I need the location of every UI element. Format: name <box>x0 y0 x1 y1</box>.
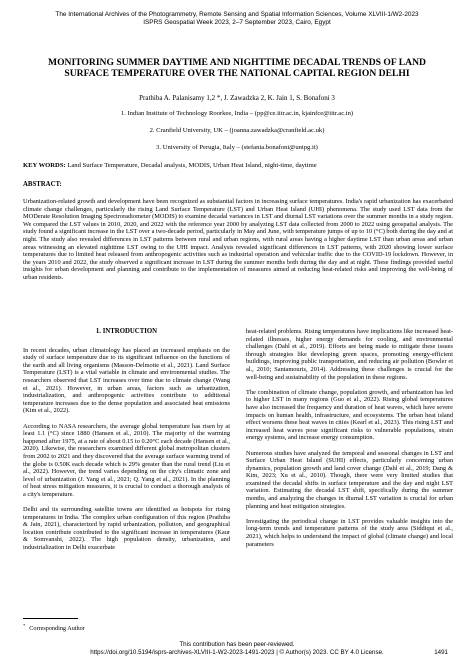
footnote-rule <box>23 618 78 619</box>
journal-header <box>10 11 464 27</box>
section-heading-introduction: 1. INTRODUCTION <box>95 328 158 335</box>
keywords-label: KEY WORDS: <box>23 162 66 169</box>
footnote-mark: * <box>23 623 26 628</box>
left-column <box>23 328 230 559</box>
keywords <box>23 161 453 170</box>
journal-header-line-2: ISPRS Geospatial Week 2023, 2–7 September 2023, Cairo, Egypt <box>143 19 331 26</box>
body-paragraph: Numerous studies have analyzed the temporal and seasonal changes in LST and Surface Urban Heat Island (SUHI) effects, particularly concerning urban dynamics, population growth and land cover change (Dahl et al., 2019; Dang & Kim, 2023; Xu et al., 2010). Though, there were very limited studies that examined the decadal shifts in surface temperature and the day and night LST variation. Estimating the decadal LST shift, specifically during the summer months, and analyzing the changes in diurnal LST variation is crucial for urban planning and heat mitigation strategies. <box>246 449 453 510</box>
affiliation-2: 2. Cranfield University, UK – (joanna.zawadzka@cranfield.ac.uk) <box>149 127 325 134</box>
affiliation-1: 1. Indian Institute of Technology Roorkee, India – (pp@ce.iitr.ac.in, kjainfce@iitr.ac.in) <box>120 110 354 117</box>
affiliation-3: 3. University of Perugia, Italy – (stefania.bonafoni@unipg.it) <box>156 144 318 151</box>
body-paragraph: heat-related problems. Rising temperatures have implications like increased heat-related illnesses, higher energy demands for cooling, and environmental challenges (Dahl et al., 2019). Efforts are being made to mitigate these issues through strategies like developing green spaces, promoting energy-efficient buildings, improving public transportation, and reducing air pollution (Bowler et al., 2010; Santamouris, 2014). Addressing these challenges is crucial for the well-being and sustainability of the population in these regions. <box>246 328 453 381</box>
author-list: Prathiba A. Palanisamy 1,2 *, J. Zawadzka 2, K. Jain 1, S. Bonafoni 3 <box>139 94 335 102</box>
page-number: 1491 <box>434 649 448 656</box>
body-paragraph: Delhi and its surrounding satellite towns are identified as hotspots for rising temperatures in India. The complex urban configuration of this region (Prathiba & Jain, 2021), characterized by rapid urbanization, pollution, and geographical location contribute contributed to the significant increase in temperatures (Kaur & Somvanshi, 2022). The high population density, urbanization, and industrialization in Delhi exacerbate <box>23 506 230 552</box>
body-paragraph: The combination of climate change, population growth, and urbanization has led to higher LST in many regions (Guo et al., 2022). Rising global temperatures have also increased the frequency and duration of heat waves, which have severe impacts on human health, infrastructure, and ecosystems. The urban heat island effect worsens these heat waves in cities (Kearl et al., 2023). This rising LST and increased heat waves pose significant risks to vulnerable populations, strain energy systems, and increase energy consumption. <box>246 388 453 442</box>
body-paragraph: In recent decades, urban climatology has placed an increased emphasis on the study of surface temperature due to its significant influence on the functions of the earth and all living organisms (Masson-Delmotte et al., 2021). Land Surface Temperature (LST) is a vital variable in climate and environmental studies. The researchers observed that LST increases over time due to climate change (Wang et al., 2021). However, in urban areas, factors such as urbanization, industrialization, and anthropogenic activities contribute to additional temperature increases due to the dense population and associated heat emissions (Kim et al., 2022). <box>23 346 230 415</box>
right-column <box>246 328 453 556</box>
footnote-text: Corresponding Author <box>29 625 85 633</box>
doi-license-line[interactable]: https://doi.org/10.5194/isprs-archives-XLVIII-1-W2-2023-1491-2023 | © Author(s) 2023. CC BY 4.0 License. <box>90 649 384 656</box>
peer-review-note: This contribution has been peer-reviewed. <box>179 641 295 648</box>
page-footer <box>10 641 464 657</box>
body-paragraph: Investigating the periodical change in LST provides valuable insights into the long-term trends and temperature patterns of the study area (Siddiqui et al., 2021), which helps to understand the impact of global (climate change) and local parameters <box>246 517 453 548</box>
paper-title-line-2: SURFACE TEMPERATURE OVER THE NATIONAL CAPITAL REGION DELHI <box>64 68 410 79</box>
abstract-heading: ABSTRACT: <box>23 181 62 188</box>
paper-title <box>14 57 460 79</box>
keywords-text: Land Surface Temperature, Decadal analysis, MODIS, Urban Heat Island, night-time, daytime <box>67 162 317 169</box>
paper-title-line-1: MONITORING SUMMER DAYTIME AND NIGHTTIME DECADAL TRENDS OF LAND <box>48 57 426 68</box>
abstract-text: Urbanization-related growth and development have been recognized as substantial factors in increasing surface temperatures. India's rapid urbanization has exacerbated climate change challenges, particularly the rising Land Surface Temperature (LST) and Urban Heat Island (UHI) phenomena. The study used LST data from the MODerate Resolution Imaging Spectroradiometer (MODIS) to examine decadal variances in LST and diurnal LST variations over the summer months in a study region. We compared the LST values in 2010, 2020, and 2022 with the reference year 2000 by analyzing LST data collected from 2000 to 2022 using geospatial analysis. The study found a significant increase in the LST over a two-decade period, particularly in May and June, with temperature jumps of up to 10 (°C) both during the day and at night. The study also revealed differences in LST patterns between rural and urban regions, with rural areas having a higher daytime LST than urban areas and urban areas witnessing an elevated nighttime LST owing to the UHI impact. Analysis revealed significant differences in LST patterns, with 2020 showing lower surface temperatures due to limited heat released from anthropogenic activities such as industrial operation and vehicular traffic due to the COVID-19 lockdown. However, in the years 2010 and 2022, the study observed a significant increase in LST during the summer months both during the day and at night. These findings provided useful insights for urban development and planning and contribute to the implementation of measures aimed at reducing heat-related risks and improving the well-being of urban residents. <box>23 198 453 281</box>
affiliation-list <box>14 109 460 160</box>
journal-header-line-1: The International Archives of the Photogrammetry, Remote Sensing and Spatial Information Sciences, Volume XLVIII-1/W2-2023 <box>55 11 419 18</box>
body-paragraph: According to NASA researchers, the average global temperature has risen by at least 1.1 (°C) since 1880 (Hansen et al., 2010). The majority of the warming happened after 1975, at a rate of about 0.15 to 0.20°C each decade (Hansen et al., 2020). Likewise, the researchers examined different global metropolitan clusters from 2002 to 2021 and they discovered that the average surface warming trend of the globe is 0.50K each decade which is 29% greater than the rural trend (Liu et al., 2022). However, the trend varies depending on the city's climatic zone and level of urbanization (J. Yang et al., 2021; Q. Yang et al., 2021). In the planning of heat stress mitigation measures, it is crucial to conduct a thorough analysis of a city's temperature. <box>23 422 230 498</box>
footnote <box>23 623 85 632</box>
